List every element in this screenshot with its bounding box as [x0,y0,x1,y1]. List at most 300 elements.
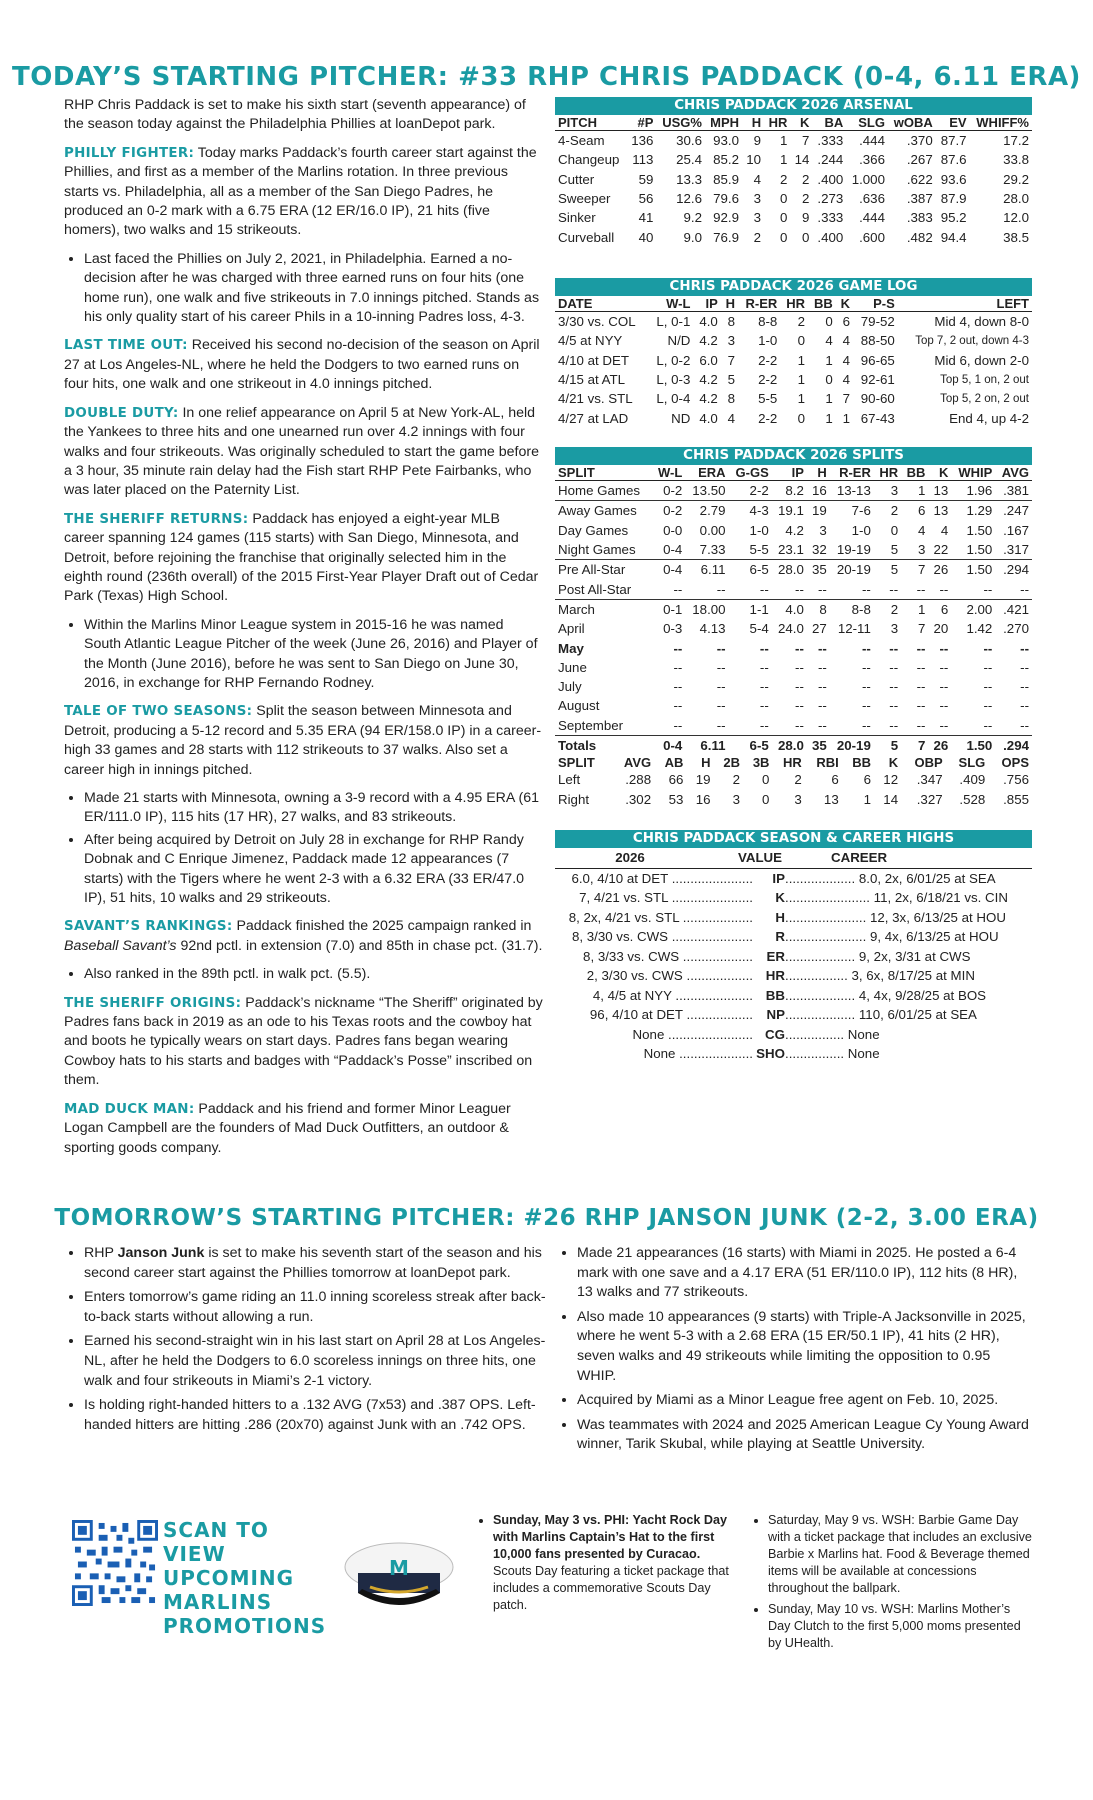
table-row [555,658,1032,677]
table-row [555,619,1032,638]
table-cell: 1-1 [749,601,769,617]
column-header: H [701,755,711,771]
table-cell: 1.50 [966,738,993,753]
column-header: AVG [623,755,652,771]
table-cell: 1 [842,410,850,426]
highs-cell: 8, 3/33 vs. CWS ................... [583,948,753,964]
table-cell: 113 [632,152,654,168]
highs-cell: H [775,909,785,925]
table-cell: Curveball [558,229,615,245]
table-cell: 0 [779,229,788,245]
junk-note: • Was teammates with 2024 and 2025 American League Cy Young Award winner, Tarik Skubal, while playing at Seattle University. [577,1416,1033,1455]
table-cell: 56 [638,191,654,207]
table-cell: 6.11 [700,738,726,753]
highs-cell: ER [766,948,785,964]
table-cell: 0 [779,191,788,207]
column-header: K [888,755,899,771]
column-header: W-L [652,465,685,481]
table-cell: -- [817,640,827,656]
table-cell: -- [862,679,871,695]
table-cell: 12 [883,772,899,788]
table-cell: 13.3 [676,171,702,187]
table-cell: 14 [883,791,899,807]
highs-cell: NP [766,1007,785,1022]
table-cell: -- [983,640,993,656]
table-cell: 1 [779,152,788,168]
table-row [555,560,1032,580]
table-cell: 14 [794,152,810,168]
table-cell: -- [939,659,949,675]
table-cell: Top 5, 1 on, 2 out [940,373,1029,386]
table-cell: 2 [753,229,762,245]
table-cell: 5-4 [749,621,769,637]
table-cell: 2 [732,772,740,788]
table-cell: 22 [928,540,951,560]
column-header: 2B [723,755,740,771]
table-cell: 4-3 [749,503,769,519]
table-cell: 3 [753,210,762,226]
table-cell: May [558,640,584,656]
highs-row [555,888,1032,908]
column-header: wOBA [888,115,936,131]
table-cell: 1 [825,391,833,407]
table-cell: -- [928,716,951,736]
table-cell: 19 [812,503,827,519]
table-cell: .273 [817,191,844,207]
table-cell: 79.6 [713,191,740,207]
table-cell: .347 [916,772,943,788]
highs-cell: SHO [756,1046,785,1061]
table-cell: 38.5 [1003,229,1029,245]
table-row [555,170,1032,189]
highs-cell: 8, 2x, 4/21 vs. STL ................... [568,909,753,925]
table-cell: Changeup [558,152,620,168]
table-cell: .381 [995,481,1032,501]
table-cell: 3 [901,540,928,560]
table-cell: 7 [727,352,736,368]
table-cell: -- [951,579,995,599]
table-cell: Top 5, 2 on, 2 out [940,392,1029,405]
table-cell: Sweeper [558,191,611,207]
table-cell: 5 [727,372,736,388]
table-cell: 93.6 [940,171,967,187]
table-cell: 4.2 [699,372,718,388]
table-cell: .400 [817,171,844,187]
table-cell: 85.9 [713,171,740,187]
table-cell: July [558,679,582,695]
table-cell: 13 [823,791,839,807]
table-cell: 33.8 [1003,152,1029,168]
table-cell: 1.50 [966,562,993,578]
table-cell: 4-Seam [558,133,605,149]
note-savant-rankings: SAVANT’S RANKINGS: Paddack finished the 2025 campaign ranked in Baseball Savant’s 92nd pctl. in extension (7.0) and 85th in chase pct. (31.7). [64,918,543,954]
table-cell: Cutter [558,171,595,187]
column-header: SPLIT [555,465,652,481]
column-header: LEFT [898,296,1032,312]
table-cell: 4/27 at LAD [558,410,629,426]
column-header: K [836,296,853,312]
table-cell: 8.2 [772,481,807,501]
table-row [555,599,1032,619]
table-cell: 18.00 [692,601,726,617]
table-cell: 16 [695,791,711,807]
column-header: IP [693,296,720,312]
table-cell: -- [817,698,827,714]
table-cell: -- [772,579,807,599]
column-header: R-ER [738,296,780,312]
table-cell: .444 [859,133,885,149]
table-cell: .482 [906,229,933,245]
table-cell: 1 [825,410,833,426]
column-header: H [721,296,738,312]
table-cell: 94.4 [940,229,967,245]
table-cell: 1 [863,791,871,807]
table-cell: -- [759,659,769,675]
table-cell: 0 [797,333,806,349]
junk-note: • Earned his second-straight win in his last start on April 28 at Los Angeles-NL, after he held the Dodgers to 6.0 scoreless innings on three hits, one walk and four strikeouts in Miami’s 2-1 victory. [84,1332,546,1391]
table-cell: 0-2 [652,481,685,501]
table-cell: 0-4 [663,562,683,578]
junk-note: • Also made 10 appearances (9 starts) with Triple-A Jacksonville in 2025, where he went 5-3 with a 2.68 ERA (15 ER/50.1 IP), 41 hits (2 HR), seven walks and 49 strikeouts while limiting the opposition to 0.95 WHIP. [577,1308,1033,1386]
table-cell: 88-50 [860,333,895,349]
table-cell: -- [1020,659,1029,675]
note-sheriff-returns: THE SHERIFF RETURNS: Paddack has enjoyed a eight-year MLB career spanning 124 games (115 starts) with San Diego, Minnesota, and Detroit, before rejoining the franchise that originally selected him in the eighth round (236th overall) of the 2015 First-Year Player Draft out of Cedar Park (Texas) High School. [64,510,539,605]
table-cell: -- [874,579,901,599]
table-cell: 2-2 [758,372,778,388]
table-cell: .247 [1003,503,1029,519]
table-cell: 1-0 [758,333,778,349]
table-cell: -- [874,716,901,736]
table-row [555,716,1032,736]
table-cell: 0.00 [699,522,726,538]
table-cell: 4.2 [699,333,718,349]
highs-row [555,927,1032,947]
table-cell: 9 [753,133,762,149]
table-cell: Night Games [555,540,652,560]
table-cell: .756 [1003,772,1029,788]
table-cell: 2.00 [966,601,993,617]
table-cell: 3 [874,481,901,501]
table-cell: N/D [667,333,691,349]
note-double-duty: DOUBLE DUTY: In one relief appearance on April 5 at New York-AL, held the Yankees to three hits and one unearned run over 4.2 innings with four walks and four strikeouts. Was originally scheduled to start the game before a 3 hour, 35 minute rain delay had the Fish start RHP Pete Fairbanks, who was later placed on the Paternity List. [64,404,539,499]
table-cell: 35 [812,738,827,753]
table-cell: 0-3 [663,621,683,637]
table-cell: 16 [807,481,830,501]
table-cell: 4 [727,410,736,426]
table-cell: .366 [859,152,885,168]
table-cell: Sinker [558,210,596,226]
table-cell: -- [939,679,949,695]
table-cell: .622 [906,171,933,187]
highs-cell: ................... 8.0, 2x, 6/01/25 at SEA [785,870,996,886]
table-cell: -- [759,698,769,714]
table-cell: Home Games [555,481,652,501]
table-cell: 6.0 [699,352,718,368]
promo-item: • Saturday, May 9 vs. WSH: Barbie Game Day with a ticket package that includes an exclusive Barbie x Marlins hat. Food & Beverage themed items will be available at concessions throughout the ballpark. [768,1512,1033,1597]
table-row [555,501,1032,521]
highs-row [555,1005,1032,1025]
table-cell: 2-2 [729,481,772,501]
table-cell: 1.50 [951,540,995,560]
column-header: W-L [649,296,694,312]
gamelog-title: CHRIS PADDACK 2026 GAME LOG [555,278,1032,296]
column-header: IP [772,465,807,481]
table-cell: -- [807,716,830,736]
table-cell: 7 [918,621,926,637]
highs-cell: K [775,890,785,905]
table-cell: 2-2 [758,352,778,368]
table-cell: 4 [918,522,926,538]
table-cell: 87.6 [940,152,967,168]
table-cell: 5-5 [758,391,778,407]
table-cell: 28.0 [778,738,804,753]
table-cell: ND [671,410,691,426]
table-cell: .294 [1003,738,1029,753]
table-cell: 2-2 [758,410,778,426]
table-cell: March [558,601,595,617]
table-cell: 12.6 [676,191,702,207]
table-cell: L, 0-3 [656,372,691,388]
table-cell: Day Games [558,522,629,538]
note-bullet: • Last faced the Phillies on July 2, 2021, in Philadelphia. Earned a no-decision after he was charged with three earned runs on four hits (one home run), one walk and five strikeouts in 7.0 innings pitched. Stands as his only quality start of his career Phils in a 10-inning Padres loss, 4-3. [84,250,544,328]
table-cell: 6 [831,772,839,788]
table-cell: 1.42 [966,621,993,637]
table-cell: 28.0 [778,562,804,578]
table-cell: 7 [918,562,926,578]
table-cell: 76.9 [713,229,740,245]
table-cell: -- [995,579,1032,599]
column-header: HR [764,115,790,131]
column-header: BA [812,115,846,131]
column-header: USG% [656,115,705,131]
table-cell: .387 [906,191,933,207]
table-cell: Top 7, 2 out, down 4-3 [915,334,1029,347]
table-cell: 7.33 [685,540,728,560]
table-cell: 1-0 [749,522,769,538]
highs-cell: R [775,929,785,944]
table-cell: 87.7 [940,133,967,149]
table-cell: -- [901,579,928,599]
highs-cell: None .................... [643,1046,753,1061]
table-cell: -- [951,716,995,736]
table-cell: 19-19 [830,540,874,560]
table-cell: -- [729,579,772,599]
table-cell: 2 [779,171,788,187]
table-cell: 4.0 [699,410,718,426]
table-cell: .636 [859,191,885,207]
pitcher-notes [64,96,544,1167]
column-header: AB [664,755,684,771]
table-cell: 0 [802,229,810,245]
table-row [555,150,1032,169]
table-cell: 0-1 [663,601,683,617]
table-cell: 1.000 [851,171,885,187]
column-header: AVG [995,465,1032,481]
highs-row [555,966,1032,986]
table-cell: -- [889,698,899,714]
highs-cell: 2, 3/30 vs. CWS .................. [586,968,753,983]
table-cell: 90-60 [860,391,895,407]
table-cell: 27 [812,621,827,637]
table-cell: .370 [906,133,933,149]
table-cell: -- [983,659,993,675]
note-sheriff-origins: THE SHERIFF ORIGINS: Paddack’s nickname “The Sheriff” originated by Padres fans back in 2019 as an ode to his Texas roots and the cowboy hat and boots he typically wears on start days. Padres fans began wearing Cowboy hats to his starts and badges with “Paddack’s Posse” inscribed on them. [64,994,543,1089]
highs-row [555,1025,1032,1045]
highs-cell: ................ None [785,1046,880,1061]
highs-row [555,869,1032,889]
table-cell: 20-19 [836,562,871,578]
table-cell: 13.50 [685,481,728,501]
table-cell: 53 [668,791,684,807]
highs-cell: ...................... 12, 3x, 6/13/25 at HOU [785,909,1006,925]
highs-col-career: CAREER [831,850,888,865]
table-cell: 92.9 [713,210,740,226]
column-header: OPS [1001,755,1029,771]
highs-cell: BB [765,987,785,1003]
highs-col-2026: 2026 [615,850,645,865]
table-cell: Mid 6, down 2-0 [934,352,1029,368]
highs-col-value: VALUE [737,850,783,865]
table-cell: 13 [933,503,949,519]
table-cell: -- [759,679,769,695]
tomorrow-header: TOMORROW’S STARTING PITCHER: #26 RHP JANSON JUNK (2-2, 3.00 ERA) [54,1205,1039,1231]
table-row [555,408,1032,427]
table-cell: -- [862,640,871,656]
table-cell: 4/21 vs. STL [558,391,633,407]
column-header: SLG [958,755,986,771]
table-cell: 32 [807,540,830,560]
table-cell: 6 [918,503,926,519]
table-cell: L, 0-2 [656,352,691,368]
table-cell: 0 [762,791,770,807]
table-cell: -- [817,679,827,695]
table-cell: 66 [668,772,684,788]
table-row [555,131,1032,151]
highs-cell: 4, 4/5 at NYY ..................... [592,987,753,1003]
table-cell: L, 0-1 [656,314,691,330]
table-cell: 6-5 [749,562,769,578]
column-header: H [807,465,830,481]
table-cell: 2 [802,191,810,207]
table-row [555,370,1032,389]
table-cell: 7 [842,391,850,407]
table-row [555,208,1032,227]
column-header: 3B [752,755,770,771]
table-cell: -- [1020,679,1029,695]
table-row [555,331,1032,350]
table-cell: 4 [842,333,850,349]
table-cell: -- [983,679,993,695]
table-cell: 4 [753,171,762,187]
highs-cell: 6.0, 4/10 at DET ...................... [571,870,753,886]
table-cell: 2 [890,601,899,617]
table-cell: 20-19 [836,738,871,753]
table-cell: -- [889,659,899,675]
table-row [555,770,1032,789]
table-cell: -- [716,679,726,695]
table-cell: .267 [906,152,933,168]
table-cell: 8 [727,391,736,407]
table-cell: .400 [817,229,844,245]
table-cell: Right [558,791,590,807]
table-cell: 6.11 [700,562,726,578]
table-row [555,789,1032,808]
table-cell: 3/30 vs. COL [558,314,636,330]
table-cell: 3 [794,791,802,807]
table-cell: 4.13 [699,621,726,637]
table-cell: 1 [797,372,806,388]
table-cell: Away Games [558,503,637,519]
note-bullet: • Also ranked in the 89th pctl. in walk pct. (5.5). [84,965,544,984]
note-philly-fighter: PHILLY FIGHTER: Today marks Paddack’s fourth career start against the Phillies, and first as a member of the Marlins rotation. In three previous starts vs. Philadelphia, all as a member of the San Diego Padres, he produced an 0-2 mark with a 6.75 ERA (12 ER/16.0 IP), 21 hits (five homers), two walks and 15 strikeouts. [64,144,537,239]
table-cell: .855 [1003,791,1029,807]
table-cell: -- [673,640,683,656]
table-cell: 29.2 [1003,171,1029,187]
table-cell: -- [916,679,926,695]
promo-col-2 [750,1512,1033,1656]
highs-cell: ................ None [785,1026,880,1042]
table-cell: Post All-Star [555,579,652,599]
note-last-time-out: LAST TIME OUT: Received his second no-decision of the season on April 27 at Los Angeles-NL, where he held the Dodgers to two earned runs on four hits, one walk and one strikeout in 4.0 innings pitched. [64,337,540,393]
column-header: HR [874,465,901,481]
table-cell: 26 [933,738,949,753]
junk-note: • Acquired by Miami as a Minor League free agent on Feb. 10, 2025. [577,1391,1033,1411]
table-cell: -- [729,716,772,736]
splits-table [555,447,1032,809]
table-cell: 0 [762,772,770,788]
junk-notes-right [557,1244,1033,1460]
table-cell: -- [830,579,874,599]
table-row [555,638,1032,657]
table-cell: 26 [933,562,949,578]
qr-code-icon[interactable] [72,1520,158,1606]
table-cell: April [558,621,585,637]
table-cell: -- [830,716,874,736]
promo-item: • Sunday, May 3 vs. PHI: Yacht Rock Day with Marlins Captain’s Hat to the first 10,000 fans presented by Curacao. Scouts Day featuring a ticket package that includes a commemorative Scouts Day patch. [493,1512,737,1614]
junk-note: • RHP Janson Junk is set to make his seventh start of the season and his second career start against the Phillies tomorrow at loanDepot park. [84,1244,546,1283]
table-cell: 4 [825,333,833,349]
highs-cell: 7, 4/21 vs. STL ...................... [579,890,753,905]
arsenal-table [555,97,1032,247]
table-cell: 2.79 [699,503,726,519]
table-cell: -- [716,659,726,675]
table-cell: 0 [825,372,833,388]
table-cell: 3 [890,621,899,637]
table-cell: 87.9 [940,191,967,207]
table-cell: .421 [1003,601,1029,617]
table-cell: 0-4 [663,738,683,753]
table-cell: 28.0 [1003,191,1029,207]
table-row [555,521,1032,540]
table-cell: -- [807,579,830,599]
table-cell: .167 [1003,522,1029,538]
table-cell: -- [928,579,951,599]
junk-notes-left [64,1244,546,1440]
table-cell: 1 [825,352,833,368]
table-row [555,312,1032,332]
column-header: OBP [914,755,943,771]
table-cell: 6 [940,601,949,617]
table-cell: .528 [959,791,986,807]
highs-row [555,1044,1032,1064]
table-cell: 4.0 [699,314,718,330]
table-cell: -- [795,679,804,695]
table-cell: 2 [797,314,806,330]
table-cell: 0-4 [652,540,685,560]
table-cell: 136 [631,133,654,149]
table-cell: 41 [638,210,654,226]
table-cell: 1-0 [851,522,871,538]
